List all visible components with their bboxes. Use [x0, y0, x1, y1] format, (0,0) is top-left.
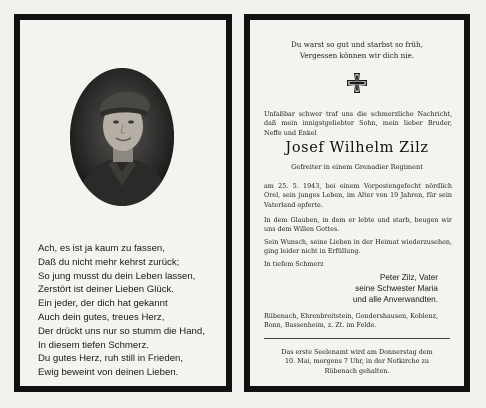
poem-line: Ewig beweint von deinen Lieben.: [38, 367, 179, 379]
poem-line: Daß du nicht mehr kehrst zurück;: [38, 256, 180, 268]
poem-line: Der drückt uns nur so stumm die Hand,: [38, 325, 205, 337]
poem-line: Du gutes Herz, ruh still in Frieden,: [38, 353, 184, 365]
faith-paragraph: In dem Glauben, in dem er lebte und starb, beugen wir uns dem Willen Gottes.: [264, 216, 452, 234]
military-rank: Gefreiter in einem Grenadier Regiment: [291, 163, 423, 171]
poem-line: Auch dein gutes, treues Herz,: [38, 311, 165, 323]
deceased-name: Josef Wilhelm Zilz: [285, 140, 429, 156]
poem-line: In diesem tiefen Schmerz.: [38, 339, 149, 351]
poem-line: Zerstört ist deiner Lieben Glück.: [38, 284, 174, 296]
mourner-line: Peter Zilz, Vater: [379, 273, 438, 282]
mass-line: Das erste Seelenamt wird am Donnerstag dem: [281, 348, 433, 356]
poem-line: Ein jeder, der dich hat gekannt: [38, 298, 168, 310]
wish-paragraph: Sein Wunsch, seine Lieben in der Heimat wiederzusehen, ging leider nicht in Erfüllung.: [264, 238, 452, 256]
mourners: [250, 272, 438, 305]
motto-line: Vergessen können wir dich nie.: [299, 50, 415, 60]
right-panel: [244, 14, 470, 392]
iron-cross-icon: [346, 72, 368, 94]
poem-line: So jung musst du dein Leben lassen,: [38, 270, 196, 282]
motto-line: Du warst so gut und starbst so früh,: [291, 40, 423, 49]
mourner-line: und alle Anverwandten.: [352, 295, 438, 304]
mourner-line: seine Schwester Maria: [355, 284, 438, 293]
intro-text: Unfaßbar schwer traf uns die schmerzliche Nachricht, daß mein innigstgeliebter Sohn, mein lieber Bruder, Neffe und Enkel: [264, 110, 452, 137]
mass-line: 10. Mai, morgens 7 Uhr, in der Notkirche zu: [284, 357, 430, 366]
death-paragraph: am 25. 5. 1943, bei einem Vorpostengefecht nördlich Orel, sein junges Leben, im Alter von 19 Jahren, für sein Vaterland opferte.: [264, 182, 452, 209]
poem-line: Ach, es ist ja kaum zu fassen,: [38, 243, 165, 254]
left-panel: [14, 14, 232, 392]
mourning-line: In tiefem Schmerz: [264, 260, 324, 268]
mass-line: Rübenach gehalten.: [324, 366, 390, 375]
portrait-photo: [70, 68, 174, 206]
divider: [264, 338, 450, 339]
motto: [250, 40, 464, 61]
places-list: Rübenach, Ehrenbreitstein, Gondershausen, Koblenz, Bonn, Bassenheim, z. Zt. im Felde.: [264, 312, 439, 330]
soldier-portrait-icon: [70, 68, 174, 206]
mass-notice: [250, 348, 464, 376]
poem: [38, 242, 230, 380]
